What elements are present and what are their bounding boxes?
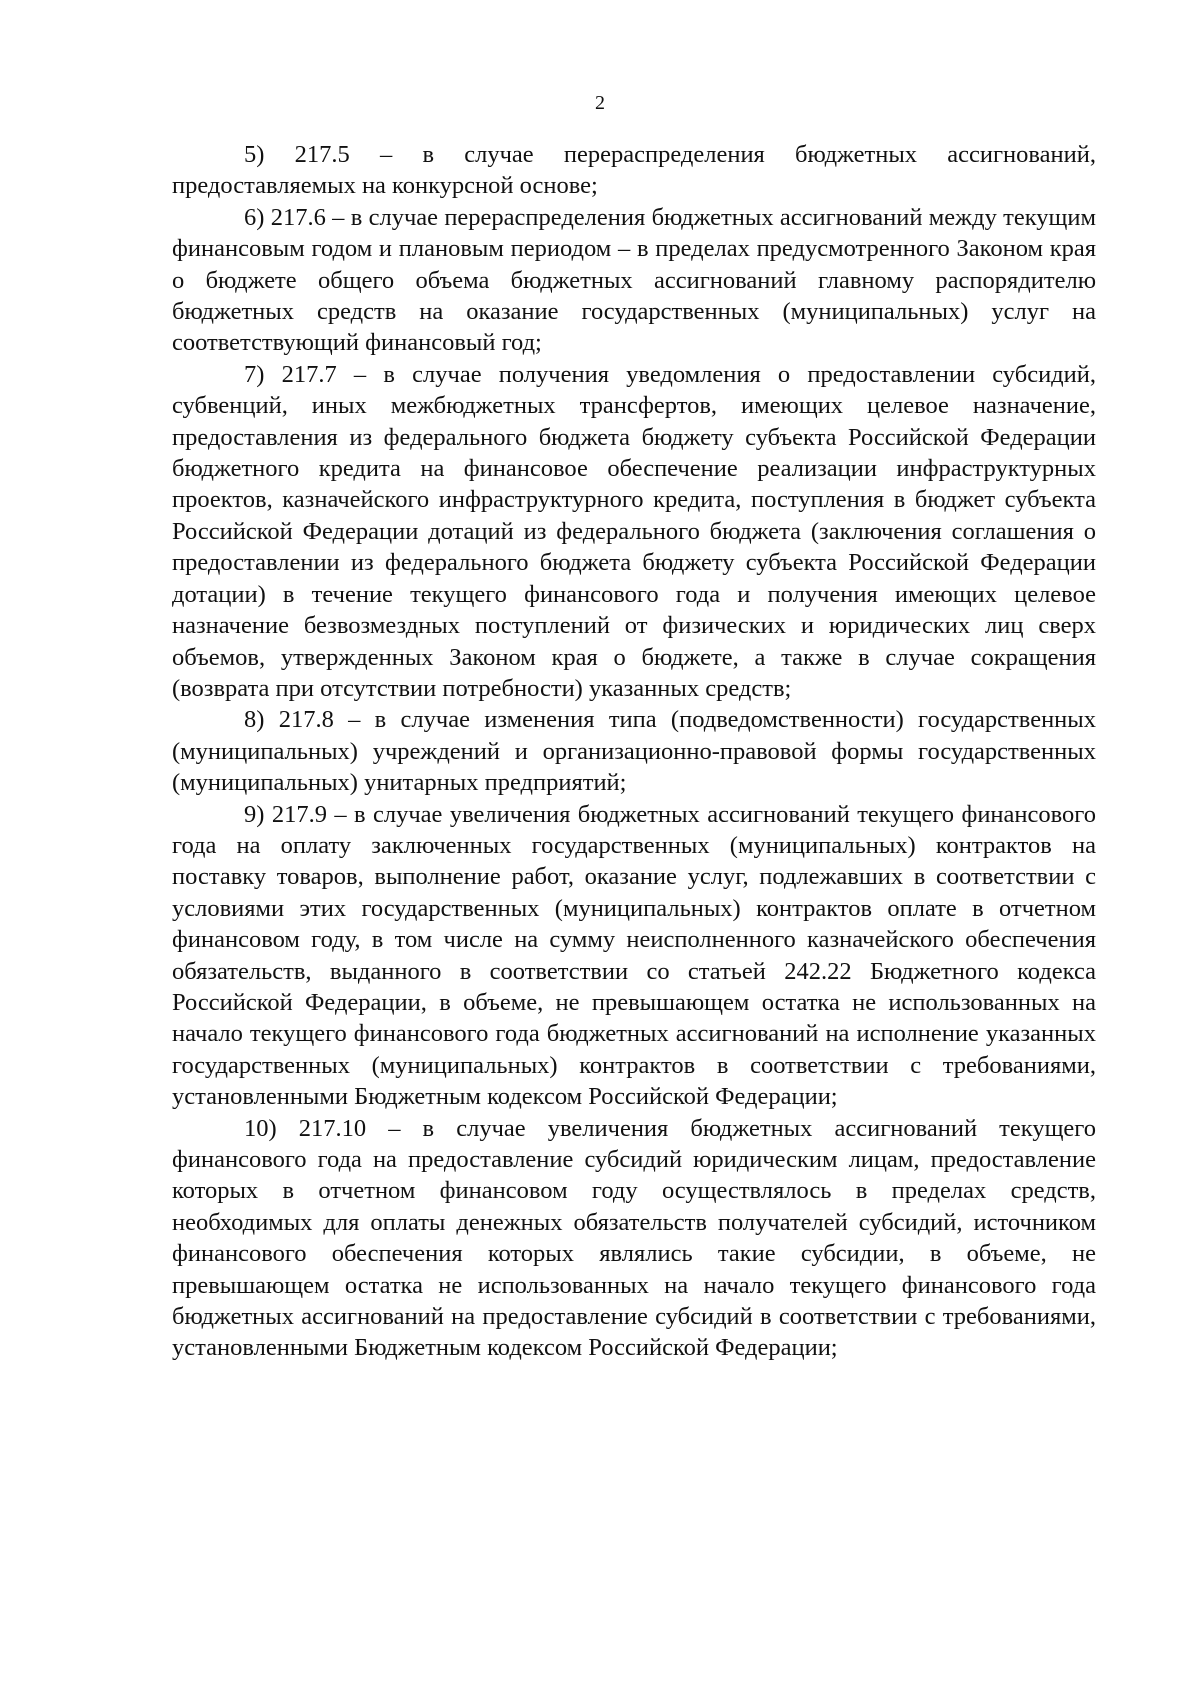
- list-item-8: 8) 217.8 – в случае изменения типа (подведомственности) государственных (муниципальных) учреждений и организационно-правовой формы государственных (муниципальных) унитарных предприятий;: [172, 706, 1096, 797]
- document-body: [172, 139, 1096, 1364]
- list-item-6: 6) 217.6 – в случае перераспределения бюджетных ассигнований между текущим финансовым годом и плановым периодом – в пределах предусмотренного Законом края о бюджете общего объема бюджетных ассигнований главному распорядителю бюджетных средств на оказание государственных (муниципальных) услуг на соответствующий финансовый год;: [172, 203, 1096, 357]
- list-item-10: 10) 217.10 – в случае увеличения бюджетных ассигнований текущего финансового года на предоставление субсидий юридическим лицам, предоставление которых в отчетном финансовом году осуществлялось в пределах средств, необходимых для оплаты денежных обязательств получателей субсидий, источником финансового обеспечения которых являлись такие субсидии, в объеме, не превышающем остатка не использованных на начало текущего финансового года бюджетных ассигнований на предоставление субсидий в соответствии с требованиями, установленными Бюджетным кодексом Российской Федерации;: [172, 1114, 1096, 1362]
- page-number: 2: [595, 92, 605, 114]
- list-item-7: 7) 217.7 – в случае получения уведомления о предоставлении субсидий, субвенций, иных межбюджетных трансфертов, имеющих целевое назначение, предоставления из федерального бюджета бюджету субъекта Российской Федерации бюджетного кредита на финансовое обеспечение реализации инфраструктурных проектов, казначейского инфраструктурного кредита, поступления в бюджет субъекта Российской Федерации дотаций из федерального бюджета (заключения соглашения о предоставлении из федерального бюджета бюджету субъекта Российской Федерации дотации) в течение текущего финансового года и получения имеющих целевое назначение безвозмездных поступлений от физических и юридических лиц сверх объемов, утвержденных Законом края о бюджете, а также в случае сокращения (возврата при отсутствии потребности) указанных средств;: [172, 360, 1096, 702]
- list-item-9: 9) 217.9 – в случае увеличения бюджетных ассигнований текущего финансового года на оплату заключенных государственных (муниципальных) контрактов на поставку товаров, выполнение работ, оказание услуг, подлежавших в соответствии с условиями этих государственных (муниципальных) контрактов оплате в отчетном финансовом году, в том числе на сумму неисполненного казначейского обеспечения обязательств, выданного в соответствии со статьей 242.22 Бюджетного кодекса Российской Федерации, в объеме, не превышающем остатка не использованных на начало текущего финансового года бюджетных ассигнований на исполнение указанных государственных (муниципальных) контрактов в соответствии с требованиями, установленными Бюджетным кодексом Российской Федерации;: [172, 800, 1096, 1111]
- list-item-5: 5) 217.5 – в случае перераспределения бюджетных ассигнований, предоставляемых на конкурсной основе;: [172, 141, 1096, 200]
